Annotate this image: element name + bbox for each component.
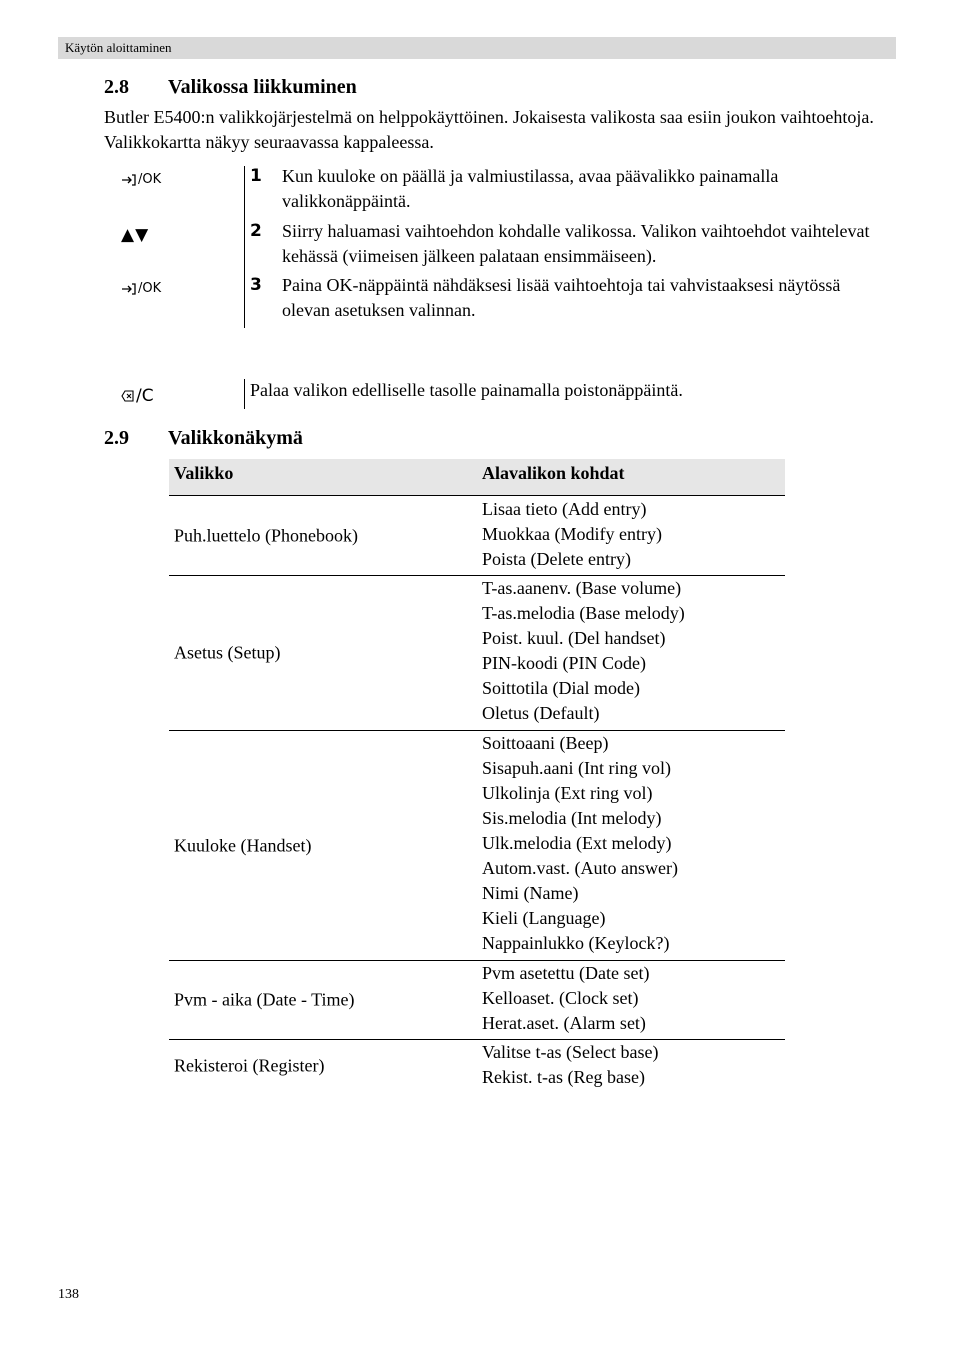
section-2-8-heading	[104, 76, 504, 102]
submenu-item: T-as.melodia (Base melody)	[482, 603, 685, 623]
submenu-item: Lisaa tieto (Add entry)	[482, 499, 647, 519]
step-text: Kun kuuloke on päällä ja valmiustilassa, avaa päävalikko painamalla valikkonäppäintä.	[282, 166, 779, 211]
section-number: 2.9	[104, 427, 129, 449]
submenu-item: Muokkaa (Modify entry)	[482, 524, 662, 544]
table-row	[169, 1040, 785, 1092]
cancel-c-key-icon	[121, 386, 154, 406]
submenu-item: Pvm asetettu (Date set)	[482, 963, 650, 983]
running-header-title: Käytön aloittaminen	[65, 40, 172, 55]
up-down-arrows-icon	[121, 225, 149, 245]
submenu-item: Ulk.melodia (Ext melody)	[482, 833, 672, 853]
submenu-item: Kelloaset. (Clock set)	[482, 988, 639, 1008]
step-text: Paina OK-näppäintä nähdäksesi lisää vaihtoehtoja tai vahvistaaksesi näytössä olevan asetuksen valinnan.	[282, 275, 841, 320]
submenu-item: Soittoaani (Beep)	[482, 733, 609, 753]
back-divider-line	[244, 379, 245, 409]
table-row	[169, 576, 785, 731]
submenu-item: Soittotila (Dial mode)	[482, 678, 640, 698]
submenu-item: Nimi (Name)	[482, 883, 579, 903]
menu-table	[169, 459, 785, 1092]
menu-name: Rekisteroi (Register)	[174, 1055, 325, 1076]
submenu-item: PIN-koodi (PIN Code)	[482, 653, 646, 673]
submenu-item: Poista (Delete entry)	[482, 549, 631, 569]
section-title: Valikkonäkymä	[168, 427, 303, 449]
submenu-item: T-as.aanenv. (Base volume)	[482, 578, 682, 598]
cancel-c-key-label: /C	[136, 386, 154, 406]
submenu-item: Nappainlukko (Keylock?)	[482, 933, 670, 953]
table-row	[169, 496, 785, 576]
step-text: Siirry haluamasi vaihtoehdon kohdalle valikossa. Valikon vaihtoehdot vaihtelevat kehässä (viimeisen jälkeen palataan ensimmäiseen).	[282, 221, 870, 266]
table-row	[169, 961, 785, 1040]
menu-name: Pvm - aika (Date - Time)	[174, 989, 355, 1010]
column-header-menu: Valikko	[174, 463, 234, 483]
step-divider-line	[244, 166, 245, 328]
menu-name: Puh.luettelo (Phonebook)	[174, 525, 358, 545]
back-instruction: Palaa valikon edelliselle tasolle painamalla poistonäppäintä.	[250, 380, 683, 400]
menu-ok-key-icon	[121, 172, 161, 187]
step-3	[250, 273, 870, 323]
menu-ok-key-icon	[121, 281, 161, 296]
submenu-item: Poist. kuul. (Del handset)	[482, 628, 666, 648]
section-2-9-heading	[104, 427, 504, 453]
submenu-item: Autom.vast. (Auto answer)	[482, 858, 678, 878]
page-number: 138	[58, 1287, 79, 1302]
section-title: Valikossa liikkuminen	[168, 76, 357, 98]
step-number: 1	[250, 166, 262, 186]
step-1	[250, 164, 870, 214]
menu-name: Kuuloke (Handset)	[174, 835, 312, 855]
section-2-8-intro: Butler E5400:n valikkojärjestelmä on helppokäyttöinen. Jokaisesta valikosta saa esiin joukon vaihtoehtoja. Valikkokartta näkyy seuraavassa kappaleessa.	[104, 107, 874, 152]
submenu-item: Kieli (Language)	[482, 908, 606, 928]
menu-name: Asetus (Setup)	[174, 642, 281, 663]
running-header	[58, 37, 896, 59]
column-header-submenu: Alavalikon kohdat	[482, 463, 625, 483]
submenu-item: Sis.melodia (Int melody)	[482, 808, 662, 828]
step-number: 3	[250, 275, 262, 295]
step-2	[250, 219, 870, 269]
submenu-item: Sisapuh.aani (Int ring vol)	[482, 758, 671, 778]
submenu-item: Rekist. t-as (Reg base)	[482, 1067, 645, 1087]
menu-ok-key-label: /OK	[138, 172, 162, 187]
up-down-arrows-label: ▲▼	[121, 225, 150, 245]
submenu-item: Herat.aset. (Alarm set)	[482, 1013, 646, 1033]
menu-ok-key-label: /OK	[138, 281, 162, 296]
table-header	[169, 459, 785, 496]
section-number: 2.8	[104, 76, 129, 98]
submenu-item: Oletus (Default)	[482, 703, 600, 723]
submenu-item: Valitse t-as (Select base)	[482, 1042, 659, 1062]
step-number: 2	[250, 221, 262, 241]
table-row	[169, 731, 785, 961]
submenu-item: Ulkolinja (Ext ring vol)	[482, 783, 653, 803]
